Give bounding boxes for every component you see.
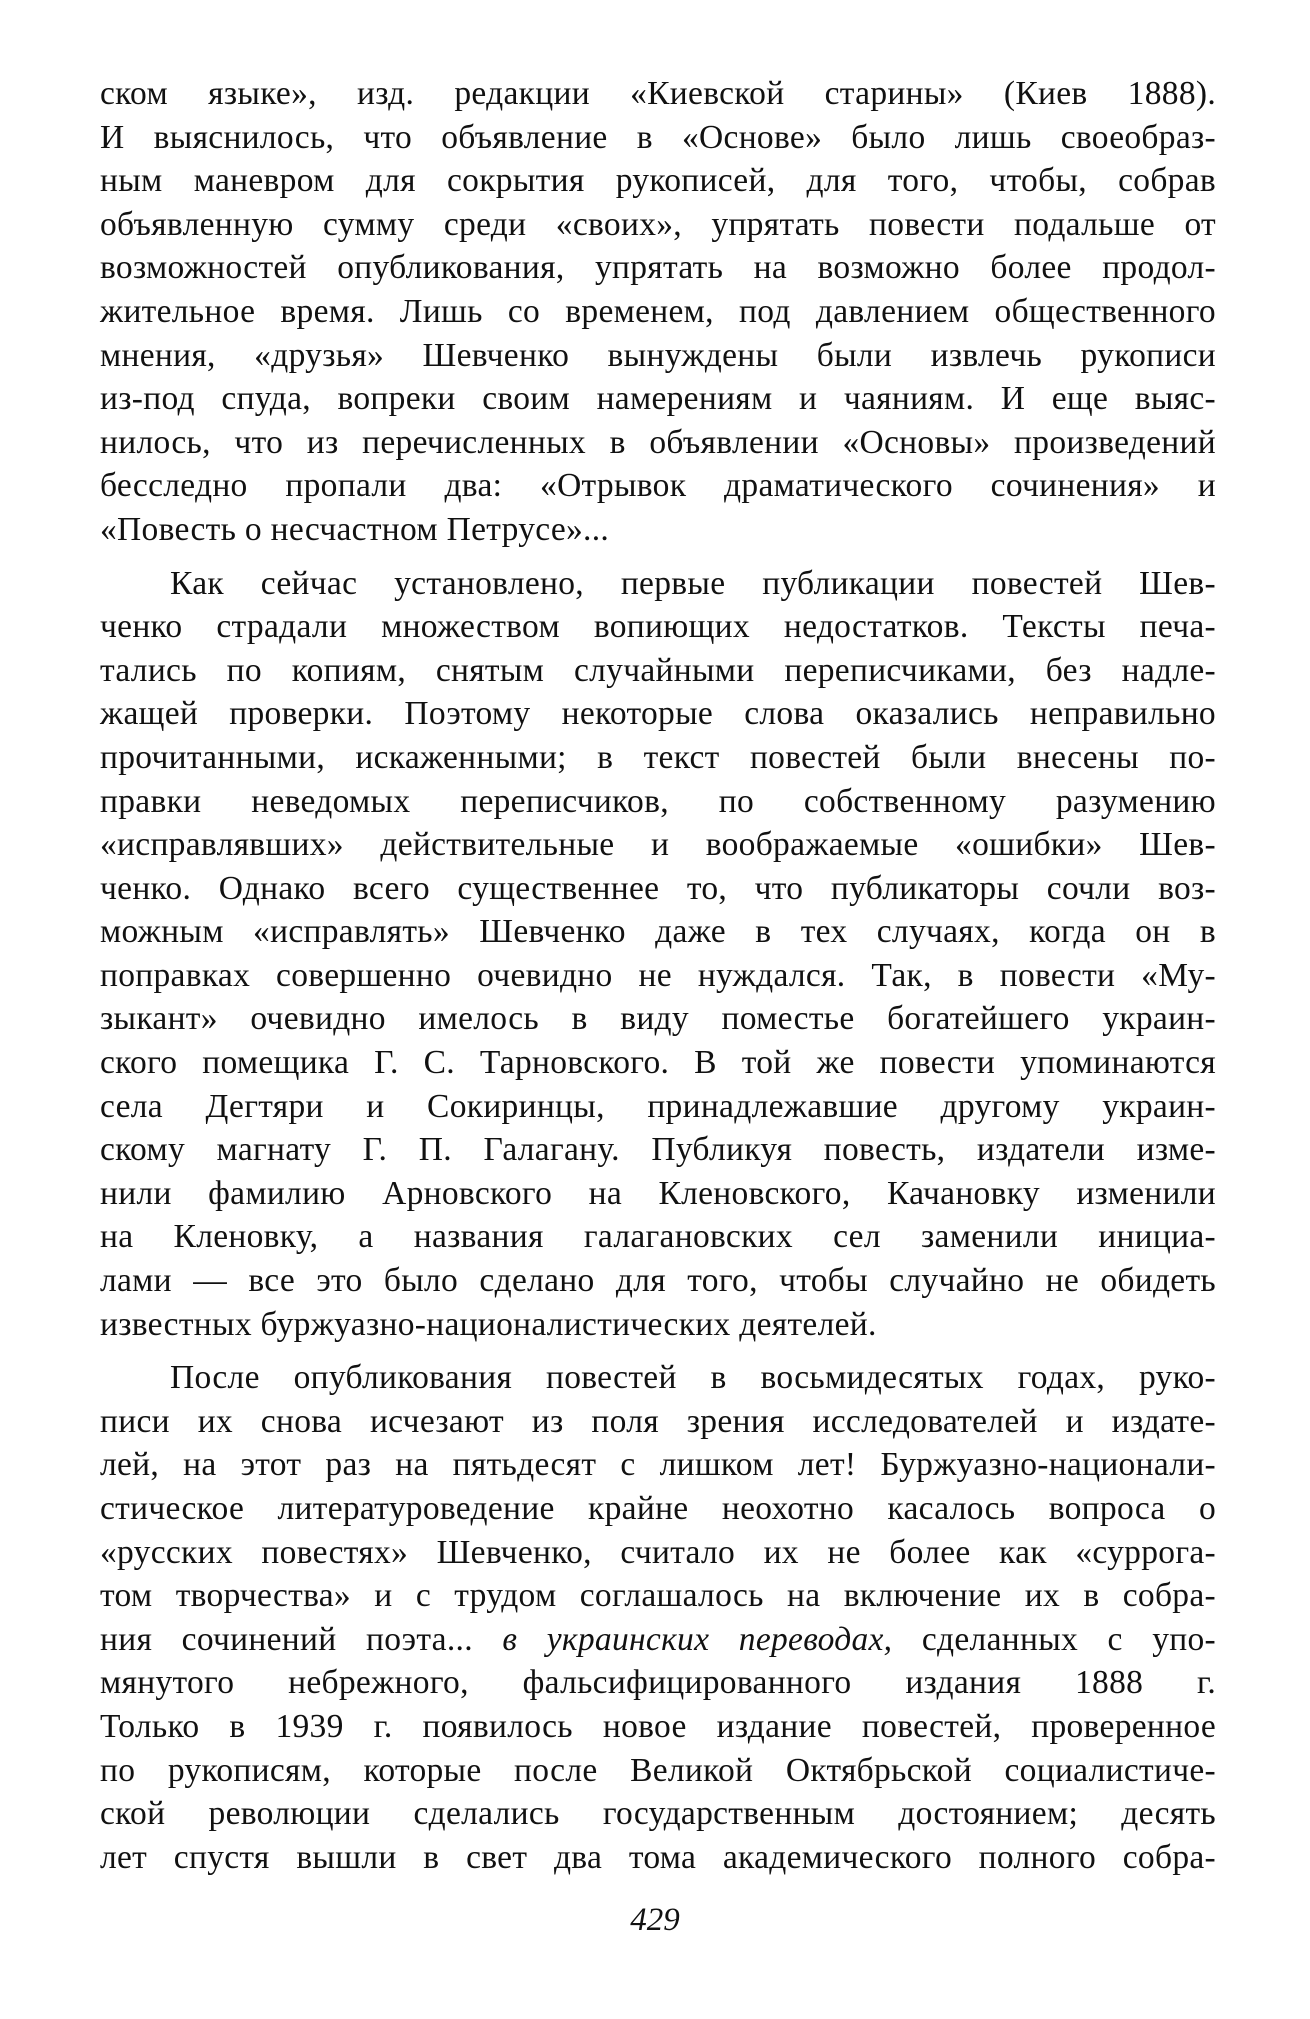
text-line: лет спустя вышли в свет два тома академического полного собра- — [100, 1838, 1216, 1876]
text-line: правки неведомых переписчиков, по собственному разумению — [100, 782, 1216, 820]
text-line: ченко страдали множеством вопиющих недостатков. Тексты печа- — [100, 608, 1216, 646]
page-number: 429 — [630, 1902, 680, 1938]
text-line: «исправлявших» действительные и воображаемые «ошибки» Шев- — [100, 826, 1216, 864]
text-line: по рукописям, которые после Великой Октябрьской социалистиче- — [100, 1751, 1216, 1789]
italic-phrase: в украинских переводах, — [502, 1620, 893, 1658]
text-line: нили фамилию Арновского на Кленовского, Качановку изменили — [100, 1174, 1216, 1212]
text-line: «русских повестях» Шевченко, считало их не более как «суррога- — [100, 1533, 1216, 1571]
text-line: ском языке», изд. редакции «Киевской старины» (Киев 1888). — [100, 75, 1216, 112]
text-line: После опубликования повестей в восьмидесятых годах, руко- — [170, 1359, 1216, 1397]
text-line: скому магнату Г. П. Галагану. Публикуя повесть, издатели изме- — [100, 1131, 1216, 1169]
text-line: стическое литературоведение крайне неохотно касалось вопроса о — [100, 1490, 1216, 1527]
text-line: бесследно пропали два: «Отрывок драматического сочинения» и — [100, 467, 1216, 505]
text-line: прочитанными, искаженными; в текст повестей были внесены по- — [100, 738, 1216, 776]
text-line: ской революции сделались государственным достоянием; десять — [100, 1795, 1216, 1833]
text-line-with-italic: ния сочинений поэта... в украинских переводах, сделанных с упо- — [100, 1620, 1216, 1658]
text-line: писи их снова исчезают из поля зрения исследователей и издате- — [100, 1402, 1216, 1440]
body-text — [100, 72, 1216, 1879]
text-line: ченко. Однако всего существеннее то, что публикаторы сочли воз- — [100, 869, 1216, 907]
text-line: том творчества» и с трудом соглашалось на включение их в собра- — [100, 1577, 1216, 1615]
text-line: ского помещика Г. С. Тарновского. В той же повести упоминаются — [100, 1044, 1216, 1082]
text-line: Только в 1939 г. появилось новое издание повестей, проверенное — [100, 1707, 1216, 1745]
text-line: ным маневром для сокрытия рукописей, для того, чтобы, собрав — [100, 162, 1216, 200]
text-line: лами — все это было сделано для того, чтобы случайно не обидеть — [100, 1262, 1216, 1300]
text-line: села Дегтяри и Сокиринцы, принадлежавшие другому украин- — [100, 1087, 1216, 1125]
text-line: на Кленовку, а названия галагановских сел заменили инициа- — [100, 1218, 1216, 1256]
text-line: тались по копиям, снятым случайными переписчиками, без надле- — [100, 651, 1216, 689]
text-line: лей, на этот раз на пятьдесят с лишком лет! Буржуазно-национали- — [100, 1446, 1216, 1484]
text-line: жащей проверки. Поэтому некоторые слова оказались неправильно — [100, 695, 1216, 733]
text-line: можным «исправлять» Шевченко даже в тех случаях, когда он в — [100, 913, 1216, 951]
text-line: мнения, «друзья» Шевченко вынуждены были извлечь рукописи — [100, 336, 1216, 374]
text-line: мянутого небрежного, фальсифицированного издания 1888 г. — [100, 1664, 1216, 1702]
text-line: нилось, что из перечисленных в объявлении «Основы» произведений — [100, 423, 1216, 461]
text-line: объявленную сумму среди «своих», упрятать повести подальше от — [100, 205, 1216, 243]
paragraph-2 — [100, 562, 1216, 1347]
text-line: Как сейчас установлено, первые публикации повестей Шев- — [170, 564, 1216, 602]
paragraph-3 — [100, 1356, 1216, 1879]
text-line: из-под спуда, вопреки своим намерениям и чаяниям. И еще выяс- — [100, 380, 1216, 418]
paragraph-1 — [100, 72, 1216, 552]
text-line: возможностей опубликования, упрятать на возможно более продол- — [100, 249, 1216, 287]
text-line: жительное время. Лишь со временем, под давлением общественного — [100, 292, 1216, 330]
text-line: И выяснилось, что объявление в «Основе» было лишь своеобраз- — [100, 118, 1216, 156]
text-line: зыкант» очевидно имелось в виду поместье богатейшего украин- — [100, 1000, 1216, 1038]
text-line: известных буржуазно-националистических деятелей. — [100, 1305, 877, 1343]
text-line: поправках совершенно очевидно не нуждался. Так, в повести «Му- — [100, 956, 1216, 994]
text-line: «Повесть о несчастном Петрусе»... — [100, 510, 610, 548]
